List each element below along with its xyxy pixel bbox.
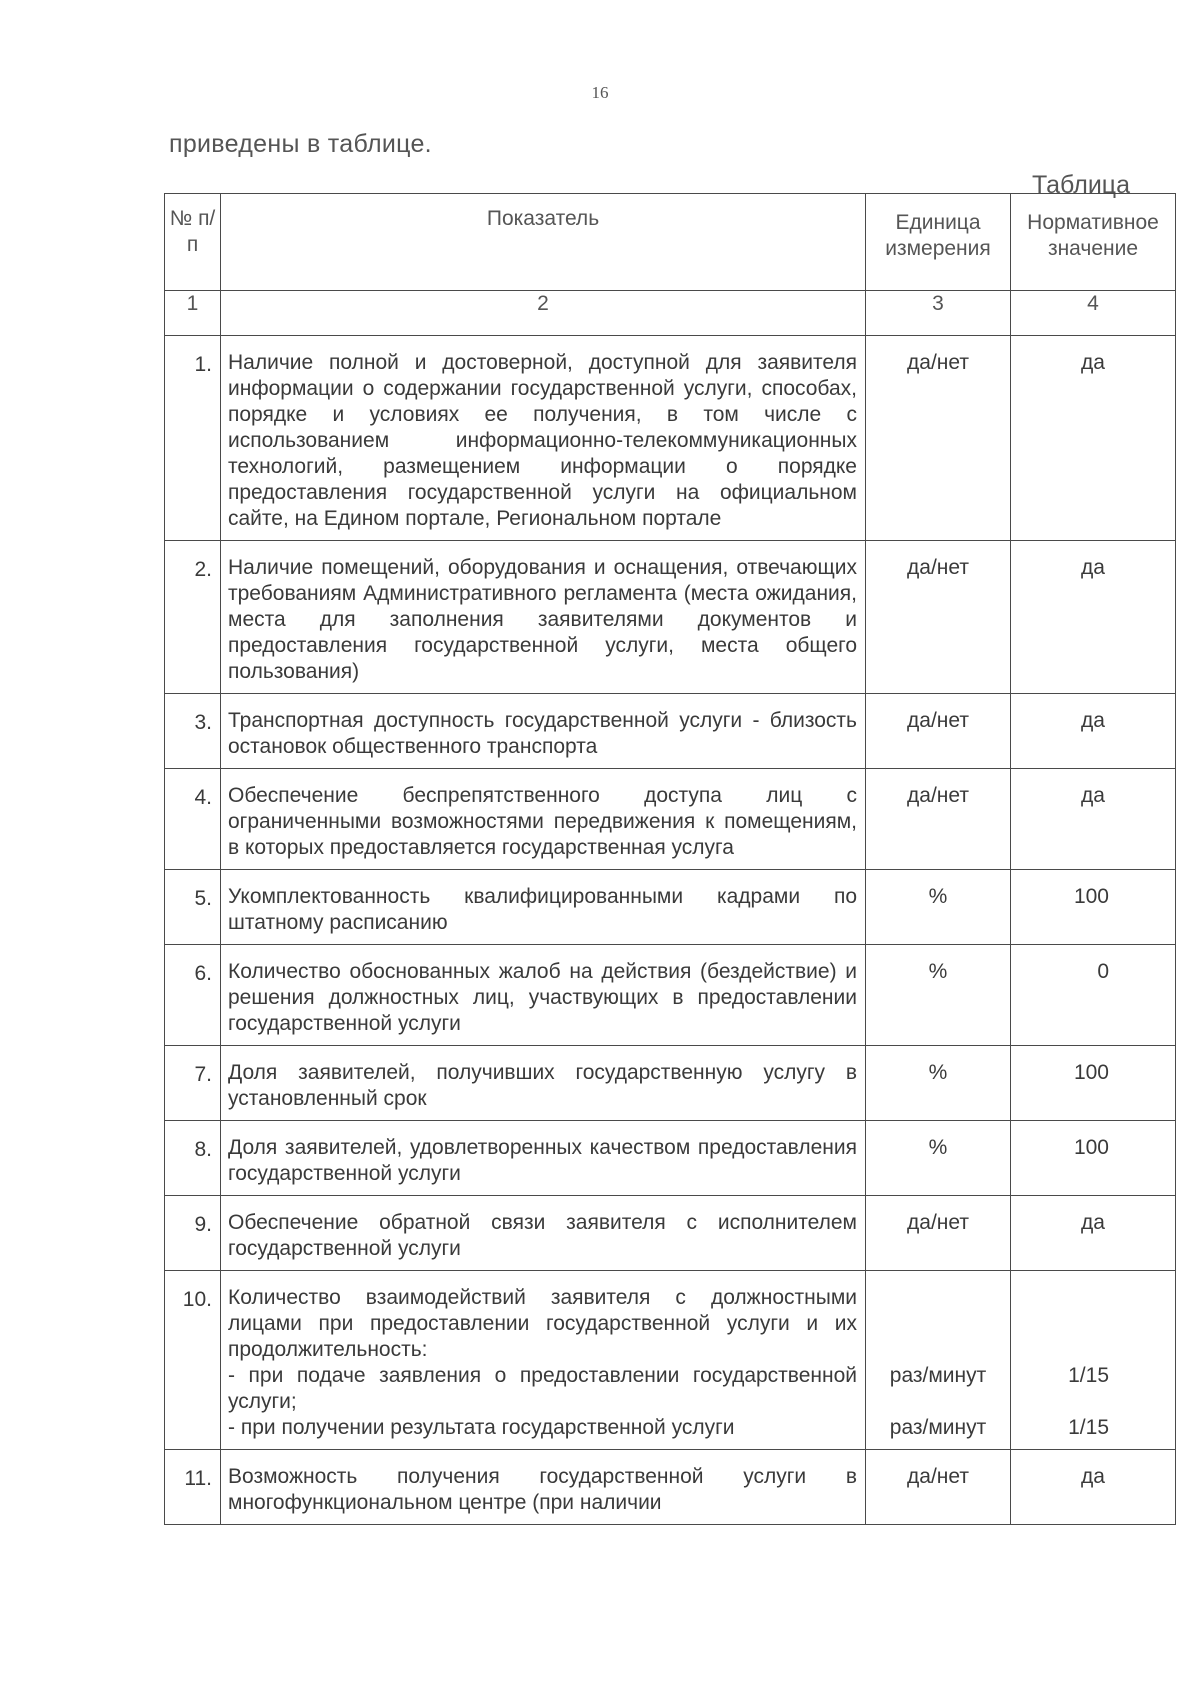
header-row bbox=[165, 194, 1176, 291]
column-number-4: 4 bbox=[1011, 291, 1176, 336]
column-number-2: 2 bbox=[221, 291, 866, 336]
table-row bbox=[165, 870, 1176, 945]
row-number: 2. bbox=[165, 541, 221, 694]
header-norm: Нормативное значение bbox=[1011, 194, 1176, 291]
row-unit: да/нет bbox=[866, 541, 1011, 694]
table-row bbox=[165, 1271, 1176, 1450]
table-row bbox=[165, 945, 1176, 1046]
row-norm: да bbox=[1011, 694, 1176, 769]
row-norm: да bbox=[1011, 336, 1176, 541]
row-norm-value: 1/15 bbox=[1068, 1416, 1109, 1439]
row-norm: да bbox=[1011, 1450, 1176, 1525]
column-number-3: 3 bbox=[866, 291, 1011, 336]
table-row bbox=[165, 769, 1176, 870]
row-indicator: Транспортная доступность государственной услуги - близость остановок общественного транспорта bbox=[221, 694, 866, 769]
row-number: 9. bbox=[165, 1196, 221, 1271]
intro-text: приведены в таблице. bbox=[169, 130, 432, 158]
row-indicator-intro: Количество взаимодействий заявителя с должностными лицами при предоставлении государственной услуги и их продолжительность: bbox=[228, 1286, 857, 1361]
row-unit: % bbox=[866, 1121, 1011, 1196]
table-row bbox=[165, 1196, 1176, 1271]
row-norm: 100 bbox=[1011, 1121, 1176, 1196]
row-unit: да/нет bbox=[866, 769, 1011, 870]
row-indicator: Количество обоснованных жалоб на действия (бездействие) и решения должностных лиц, участвующих в предоставлении государственной услуги bbox=[221, 945, 866, 1046]
row-indicator: Укомплектованность квалифицированными кадрами по штатному расписанию bbox=[221, 870, 866, 945]
row-number: 1. bbox=[165, 336, 221, 541]
row-indicator: Доля заявителей, удовлетворенных качеством предоставления государственной услуги bbox=[221, 1121, 866, 1196]
row-number: 11. bbox=[165, 1450, 221, 1525]
row-unit: да/нет bbox=[866, 1196, 1011, 1271]
row-norm: да bbox=[1011, 769, 1176, 870]
table-row bbox=[165, 336, 1176, 541]
table-caption: Таблица bbox=[1032, 171, 1131, 199]
row-norm-value: 1/15 bbox=[1068, 1364, 1109, 1387]
header-indicator: Показатель bbox=[221, 194, 866, 291]
row-indicator-sub-item: - при подаче заявления о предоставлении государственной услуги; bbox=[228, 1364, 857, 1413]
page-number: 16 bbox=[591, 83, 609, 102]
table-row bbox=[165, 694, 1176, 769]
row-number: 6. bbox=[165, 945, 221, 1046]
table-row bbox=[165, 1450, 1176, 1525]
column-numbering-row bbox=[165, 291, 1176, 336]
row-unit: да/нет bbox=[866, 694, 1011, 769]
column-number-1: 1 bbox=[165, 291, 221, 336]
indicators-table bbox=[164, 193, 1176, 1525]
row-indicator: Доля заявителей, получивших государственную услугу в установленный срок bbox=[221, 1046, 866, 1121]
row-indicator: Обеспечение беспрепятственного доступа лиц с ограниченными возможностями передвижения к помещениям, в которых предоставляется государственная услуга bbox=[221, 769, 866, 870]
row-unit: % bbox=[866, 945, 1011, 1046]
row-indicator: Обеспечение обратной связи заявителя с исполнителем государственной услуги bbox=[221, 1196, 866, 1271]
row-number: 3. bbox=[165, 694, 221, 769]
row-indicator-sub-item: - при получении результата государственной услуги bbox=[228, 1416, 735, 1439]
row-indicator bbox=[221, 1271, 866, 1450]
row-unit: % bbox=[866, 1046, 1011, 1121]
row-unit-value: раз/минут bbox=[889, 1416, 987, 1439]
row-unit bbox=[866, 1271, 1011, 1450]
row-number: 7. bbox=[165, 1046, 221, 1121]
row-indicator: Наличие помещений, оборудования и оснащения, отвечающих требованиям Административного регламента (места ожидания, места для заполнения заявителями документов и предоставления государственной услуги, места общего пользования) bbox=[221, 541, 866, 694]
row-indicator: Наличие полной и достоверной, доступной для заявителя информации о содержании государственной услуги, способах, порядке и условиях ее получения, в том числе с использованием информационно-телекоммуникационных технологий, размещением информации о порядке предоставления государственной услуги на официальном сайте, на Едином портале, Региональном портале bbox=[221, 336, 866, 541]
row-norm: да bbox=[1011, 1196, 1176, 1271]
row-number: 4. bbox=[165, 769, 221, 870]
table-row bbox=[165, 1046, 1176, 1121]
table-row bbox=[165, 541, 1176, 694]
row-norm: 0 bbox=[1011, 945, 1176, 1046]
row-unit-value: раз/минут bbox=[889, 1364, 987, 1387]
row-unit: да/нет bbox=[866, 336, 1011, 541]
row-unit: да/нет bbox=[866, 1450, 1011, 1525]
row-norm: 100 bbox=[1011, 870, 1176, 945]
row-norm: да bbox=[1011, 541, 1176, 694]
table-row bbox=[165, 1121, 1176, 1196]
row-norm bbox=[1011, 1271, 1176, 1450]
row-norm: 100 bbox=[1011, 1046, 1176, 1121]
row-unit: % bbox=[866, 870, 1011, 945]
row-number: 5. bbox=[165, 870, 221, 945]
row-number: 8. bbox=[165, 1121, 221, 1196]
row-number: 10. bbox=[165, 1271, 221, 1450]
row-indicator: Возможность получения государственной услуги в многофункциональном центре (при наличии bbox=[221, 1450, 866, 1525]
header-num: № п/п bbox=[165, 194, 221, 291]
header-unit: Единица измерения bbox=[866, 194, 1011, 291]
